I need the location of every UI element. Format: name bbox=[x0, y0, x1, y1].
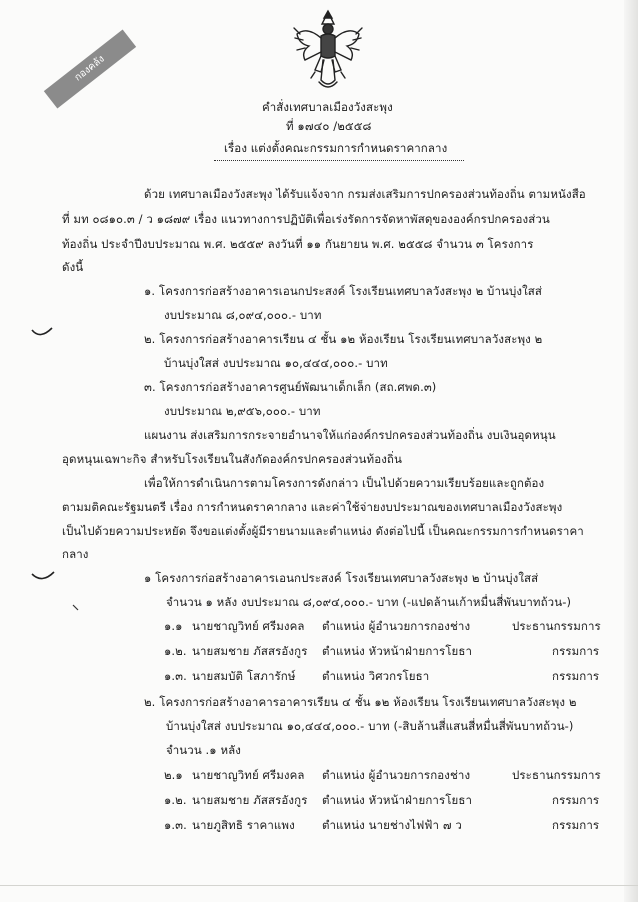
intro-line: ดังนี้ bbox=[62, 260, 84, 274]
page-edge-shadow bbox=[624, 0, 638, 902]
garuda-emblem bbox=[291, 8, 365, 94]
member-position: ตำแหน่ง นายช่างไฟฟ้า ๗ ว bbox=[322, 818, 462, 832]
intro-line: ที่ มท ๐๘๑๐.๓ / ว ๑๘๗๙ เรื่อง แนวทางการปฏิบัติเพื่อเร่งรัดการจัดหาพัสดุขององค์กรปกครองส่วน bbox=[62, 212, 550, 226]
project-budget: งบประมาณ ๒,๙๕๖,๐๐๐.- บาท bbox=[164, 404, 321, 418]
purpose-line: กลาง bbox=[62, 547, 89, 561]
pen-mark-icon bbox=[30, 570, 56, 584]
intro-line: ด้วย เทศบาลเมืองวังสะพุง ได้รับแจ้งจาก กรมส่งเสริมการปกครองส่วนท้องถิ่น ตามหนังสือ bbox=[144, 187, 586, 201]
page-bottom-edge bbox=[0, 885, 638, 886]
member-number: ๑.๒. bbox=[164, 644, 187, 658]
committee-detail: จำนวน ๑ หลัง งบประมาณ ๘,๐๙๔,๐๐๐.- บาท (-แปดล้านเก้าหมื่นสี่พันบาทถ้วน-) bbox=[166, 595, 572, 609]
member-name: นายสมชาย ภัสสรอังกูร bbox=[192, 644, 308, 658]
plan-line: อุดหนุนเฉพาะกิจ สำหรับโรงเรียนในสังกัดองค์กรปกครองส่วนท้องถิ่น bbox=[62, 452, 402, 466]
committee-detail: จำนวน .๑ หลัง bbox=[166, 743, 241, 757]
committee-title: ๑ โครงการก่อสร้างอาคารเอนกประสงค์ โรงเรียนเทศบาลวังสะพุง ๒ บ้านบุ่งใสส่ bbox=[144, 571, 539, 585]
member-number: ๑.๒. bbox=[164, 793, 187, 807]
purpose-line: เพื่อให้การดำเนินการตามโครงการดังกล่าว เป็นไปด้วยความเรียบร้อยและถูกต้อง bbox=[144, 476, 545, 490]
member-role: ประธานกรรมการ bbox=[512, 619, 601, 633]
divider-dots bbox=[214, 160, 464, 161]
order-title: คำสั่งเทศบาลเมืองวังสะพุง bbox=[262, 100, 393, 114]
member-position: ตำแหน่ง วิศวกรโยธา bbox=[322, 669, 430, 683]
member-number: ๒.๑ bbox=[164, 768, 183, 782]
plan-line: แผนงาน ส่งเสริมการกระจายอำนาจให้แก่องค์กรปกครองส่วนท้องถิ่น งบเงินอุดหนุน bbox=[144, 428, 556, 442]
member-position: ตำแหน่ง หัวหน้าฝ่ายการโยธา bbox=[322, 644, 473, 658]
committee-detail: บ้านบุ่งใสส่ งบประมาณ ๑๐,๔๔๔,๐๐๐.- บาท (-สิบล้านสี่แสนสี่หมื่นสี่พันบาทถ้วน-) bbox=[166, 719, 574, 733]
member-number: ๑.๓. bbox=[164, 818, 187, 832]
member-role: กรรมการ bbox=[552, 818, 600, 832]
order-number: ที่ ๑๗๔๐ /๒๕๕๘ bbox=[286, 119, 372, 133]
project-line: ๒. โครงการก่อสร้างอาคารเรียน ๔ ชั้น ๑๒ ห้องเรียน โรงเรียนเทศบาลวังสะพุง ๒ bbox=[144, 332, 543, 346]
committee-title: ๒. โครงการก่อสร้างอาคารอาคารเรียน ๔ ชั้น ๑๒ ห้องเรียน โรงเรียนเทศบาลวังสะพุง ๒ bbox=[144, 695, 577, 709]
member-role: ประธานกรรมการ bbox=[512, 768, 601, 782]
member-position: ตำแหน่ง ผู้อำนวยการกองช่าง bbox=[322, 619, 471, 633]
member-name: นายชาญวิทย์ ศรีมงคล bbox=[192, 619, 305, 633]
member-name: นายชาญวิทย์ ศรีมงคล bbox=[192, 768, 305, 782]
member-position: ตำแหน่ง หัวหน้าฝ่ายการโยธา bbox=[322, 793, 473, 807]
project-budget: บ้านบุ่งใสส่ งบประมาณ ๑๐,๔๔๔,๐๐๐.- บาท bbox=[164, 356, 388, 370]
pen-mark-icon bbox=[30, 326, 54, 340]
pen-mark-icon bbox=[72, 604, 80, 612]
member-role: กรรมการ bbox=[552, 644, 600, 658]
purpose-line: ตามมติคณะรัฐมนตรี เรื่อง การกำหนดราคากลาง และค่าใช้จ่ายงบประมาณของเทศบาลเมืองวังสะพุง bbox=[62, 500, 563, 514]
member-name: นายภูสิทธิ ราคาแพง bbox=[192, 818, 295, 832]
member-role: กรรมการ bbox=[552, 669, 600, 683]
project-budget: งบประมาณ ๘,๐๙๔,๐๐๐.- บาท bbox=[164, 308, 322, 322]
intro-line: ท้องถิ่น ประจำปีงบประมาณ พ.ศ. ๒๕๕๙ ลงวันที่ ๑๑ กันยายน พ.ศ. ๒๕๕๘ จำนวน ๓ โครงการ bbox=[62, 237, 534, 251]
order-subject: เรื่อง แต่งตั้งคณะกรรมการกำหนดราคากลาง bbox=[224, 141, 448, 155]
member-role: กรรมการ bbox=[552, 793, 600, 807]
member-name: นายสมชาย ภัสสรอังกูร bbox=[192, 793, 308, 807]
member-number: ๑.๓. bbox=[164, 669, 187, 683]
member-position: ตำแหน่ง ผู้อำนวยการกองช่าง bbox=[322, 768, 471, 782]
department-stamp: กองคลัง bbox=[44, 30, 136, 109]
member-number: ๑.๑ bbox=[164, 619, 183, 633]
project-line: ๑. โครงการก่อสร้างอาคารเอนกประสงค์ โรงเรียนเทศบาลวังสะพุง ๒ บ้านบุ่งใสส่ bbox=[144, 284, 543, 298]
project-line: ๓. โครงการก่อสร้างอาคารศูนย์พัฒนาเด็กเล็ก (สถ.ศพด.๓) bbox=[144, 380, 437, 394]
member-name: นายสมบัติ โสภารักษ์ bbox=[192, 669, 296, 683]
purpose-line: เป็นไปด้วยความประหยัด จึงขอแต่งตั้งผู้มีรายนามและตำแหน่ง ดังต่อไปนี้ เป็นคณะกรรมการกำหนดราคา bbox=[62, 524, 584, 538]
